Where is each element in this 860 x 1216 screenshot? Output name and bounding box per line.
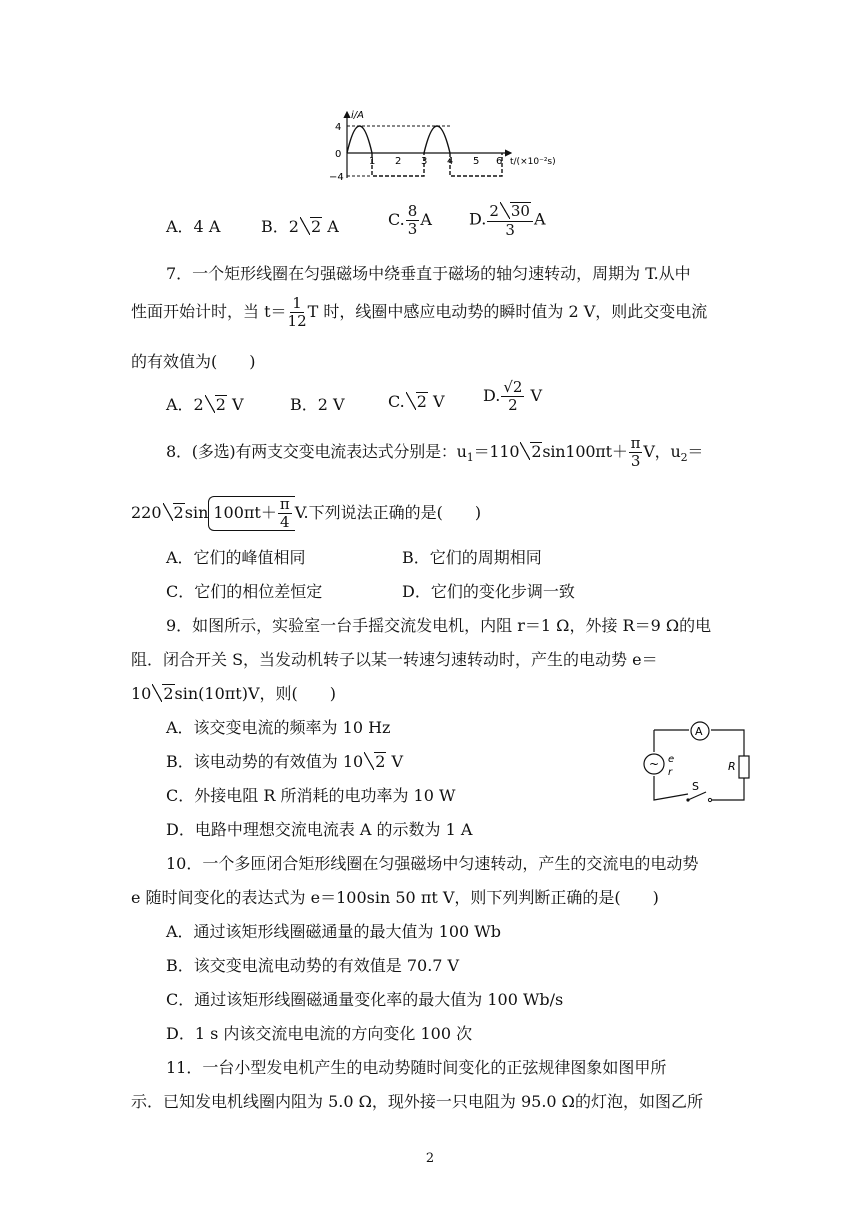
q7-line-2: 性面开始计时，当 t＝ $\frac{1}{12}$ T 时，线圈中感应电动势的瞬时值为 2 V，则此交变电流 — [131, 294, 708, 330]
q6-option-c: C. $\frac{8}{3}$ A — [388, 202, 432, 238]
y-label: i/A — [351, 110, 364, 121]
q7-line-3: 的有效值为( ) — [131, 352, 256, 371]
q7-option-a: A．2 2 V — [166, 395, 244, 414]
q9-option-d: D．电路中理想交流电流表 A 的示数为 1 A — [166, 820, 473, 839]
resistor-symbol — [739, 756, 749, 778]
tick-x-6: 6 — [496, 156, 503, 167]
page-number: 2 — [425, 1151, 435, 1166]
q7-options — [166, 378, 543, 415]
q8-option-d: D．它们的变化步调一致 — [402, 582, 575, 601]
tick-y-neg4: −4 — [329, 172, 344, 183]
svg-text:S: S — [692, 780, 699, 793]
q8-option-c: C．它们的相位差恒定 — [166, 582, 323, 601]
q8-line-1: 8．(多选)有两支交变电流表达式分别是：$u_1=110$ 2sin100πt＋ $\frac{\pi}{3}$ V，$u_2=$ — [166, 434, 704, 470]
q7-option-c: C. 2 V — [388, 392, 445, 411]
q6-option-a: A．4 A — [166, 217, 221, 236]
q6-option-b: B．2 2 A — [261, 217, 339, 236]
q10-line-1: 10．一个多匝闭合矩形线圈在匀强磁场中匀速转动，产生的交流电的电动势 — [166, 854, 699, 873]
q8-options-row-2 — [166, 579, 575, 602]
svg-text:R: R — [728, 760, 736, 773]
q9-option-a: A．该交变电流的频率为 10 Hz — [166, 718, 391, 737]
q11-line-2: 示．已知发电机线圈内阻为 5.0 Ω，现外接一只电阻为 95.0 Ω的灯泡，如图乙所 — [131, 1092, 703, 1111]
svg-text:~: ~ — [649, 757, 660, 771]
half-wave-1 — [347, 126, 372, 153]
tick-y-0: 0 — [335, 149, 342, 160]
q10-option-a: A．通过该矩形线圈磁通量的最大值为 100 Wb — [166, 922, 501, 941]
q6-option-d: D. $\frac{2 30}{3}$ A — [469, 202, 546, 239]
q7-option-b: B．2 V — [290, 395, 345, 414]
q9-line-2: 阻．闭合开关 S，当发动机转子以某一转速匀速转动时，产生的电动势 e＝ — [131, 650, 658, 669]
q9-option-b: B．该电动势的有效值为 10 2 V — [166, 752, 404, 771]
tick-x-1: 1 — [369, 156, 376, 167]
q7-line-1: 7．一个矩形线圈在匀强磁场中绕垂直于磁场的轴匀速转动，周期为 T.从中 — [166, 264, 691, 283]
q9-option-c: C．外接电阻 R 所消耗的电功率为 10 W — [166, 786, 456, 805]
q10-line-2: e 随时间变化的表达式为 e＝100sin 50 πt V，则下列判断正确的是( ) — [131, 888, 659, 907]
tick-x-2: 2 — [395, 156, 402, 167]
svg-text:A: A — [695, 725, 703, 738]
q9-line-1: 9．如图所示，实验室一台手摇交流发电机，内阻 r＝1 Ω，外接 R＝9 Ω的电 — [166, 616, 712, 635]
q7-option-d: D. $\frac{√2}{2}$ V — [483, 378, 543, 414]
q8-option-a: A．它们的峰值相同 — [166, 548, 306, 567]
q10-option-d: D．1 s 内该交流电电流的方向变化 100 次 — [166, 1024, 473, 1043]
switch-symbol — [688, 792, 706, 800]
tick-x-4: 4 — [447, 156, 454, 167]
q6-options — [166, 202, 546, 239]
half-wave-2 — [424, 126, 450, 153]
tick-x-5: 5 — [473, 156, 480, 167]
q10-option-b: B．该交变电流电动势的有效值是 70.7 V — [166, 956, 460, 975]
tick-x-3: 3 — [421, 156, 428, 167]
tick-y-4: 4 — [335, 122, 342, 133]
x-label: t/(×10⁻²s) — [510, 157, 556, 167]
q8-option-b: B．它们的周期相同 — [402, 548, 542, 567]
q9-circuit-diagram — [640, 720, 755, 805]
q8-options-row-1 — [166, 545, 542, 568]
q9-line-3: 10 2sin(10πt)V，则( ) — [131, 684, 337, 703]
q8-line-2: 220 2sin 100πt＋ $\frac{\pi}{4}$ V.下列说法正确的是( ) — [131, 495, 482, 531]
q10-option-c: C．通过该矩形线圈磁通量变化率的最大值为 100 Wb/s — [166, 990, 564, 1009]
svg-text:e: e — [668, 754, 675, 765]
current-time-graph — [325, 108, 565, 186]
svg-text:r: r — [668, 767, 673, 778]
q11-line-1: 11．一台小型发电机产生的电动势随时间变化的正弦规律图象如图甲所 — [166, 1058, 667, 1077]
